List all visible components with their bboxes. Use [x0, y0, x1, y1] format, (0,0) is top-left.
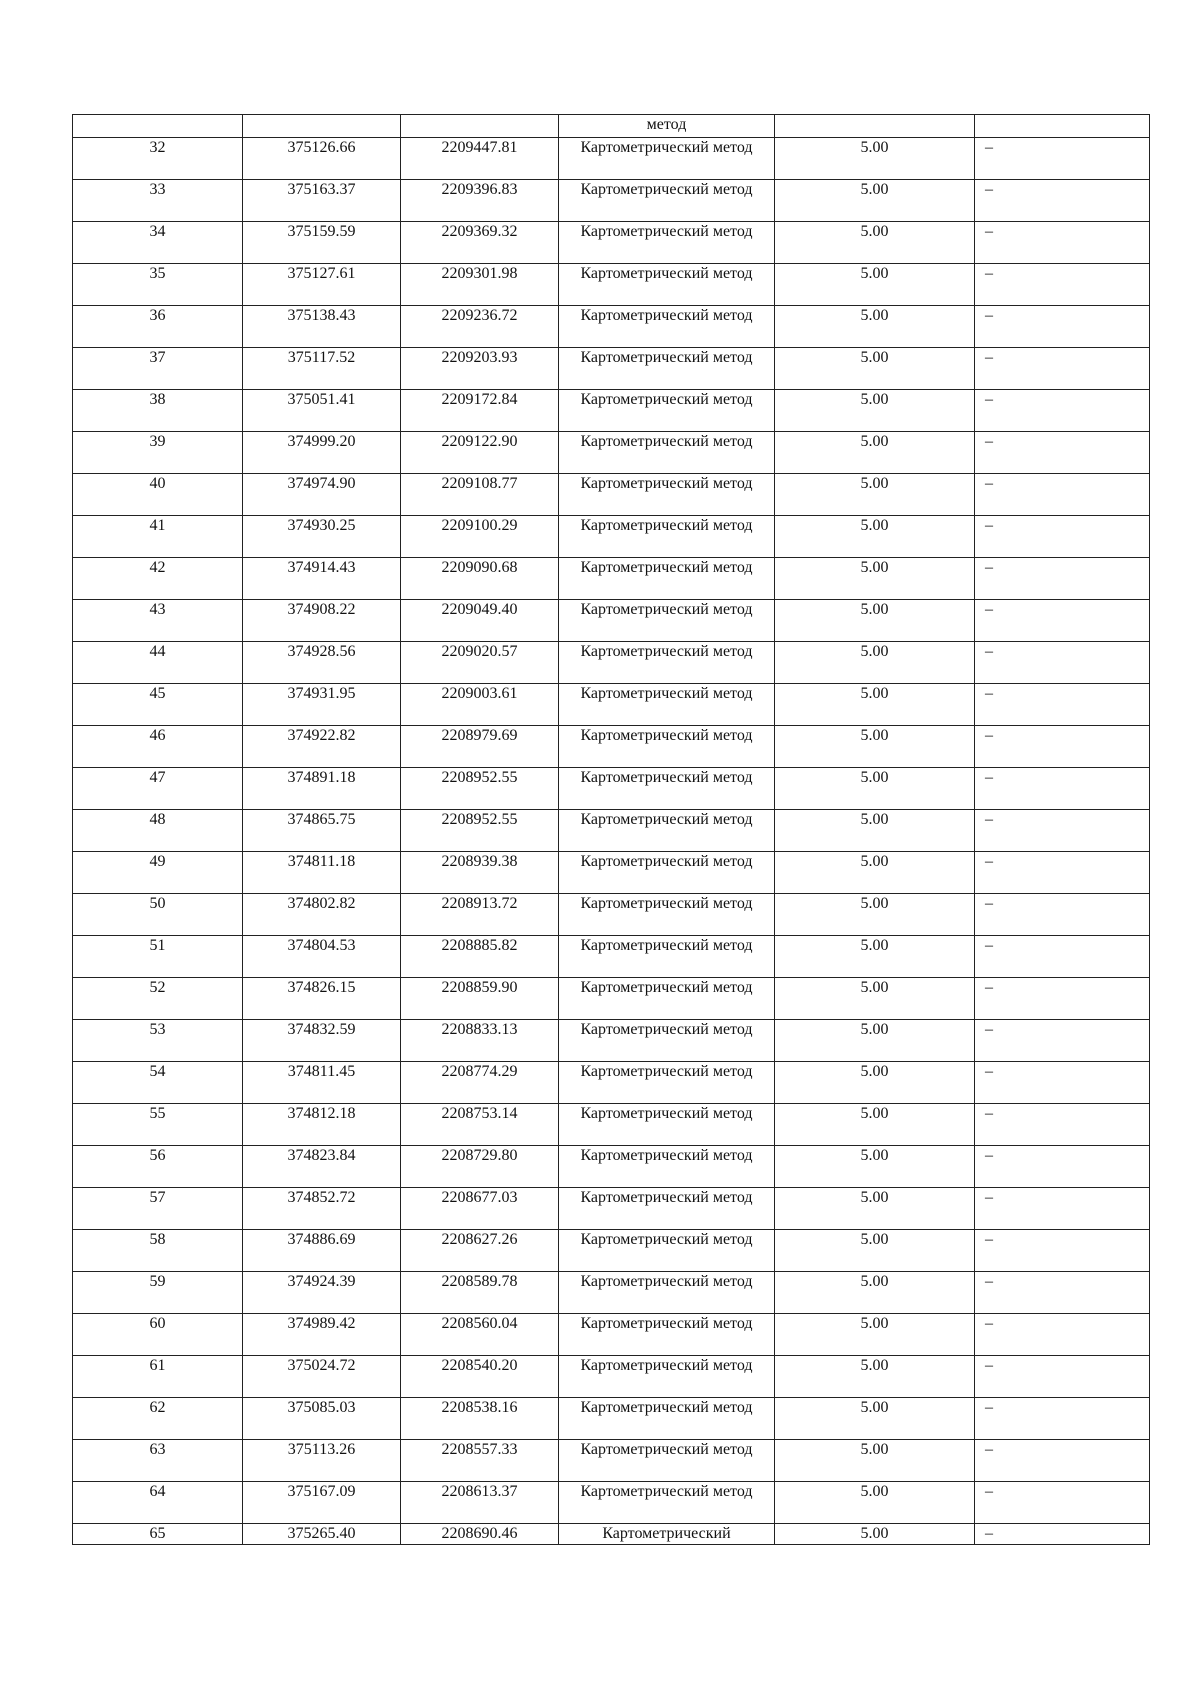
- cell-method: Картометрический: [559, 1524, 775, 1545]
- cell-point-number: 54: [73, 1062, 243, 1104]
- cell-y: 2209122.90: [401, 432, 559, 474]
- cell-accuracy: 5.00: [775, 306, 975, 348]
- cell-note: –: [975, 810, 1150, 852]
- cell-note: –: [975, 1020, 1150, 1062]
- cell-accuracy: 5.00: [775, 558, 975, 600]
- cell-y: 2209369.32: [401, 222, 559, 264]
- cell-method: Картометрический метод: [559, 264, 775, 306]
- cell-method: Картометрический метод: [559, 1440, 775, 1482]
- cell-point-number: 60: [73, 1314, 243, 1356]
- cell-accuracy: 5.00: [775, 474, 975, 516]
- cell-x: 375127.61: [243, 264, 401, 306]
- cell-y: 2209301.98: [401, 264, 559, 306]
- cell-x: 375167.09: [243, 1482, 401, 1524]
- cell-x: 374811.45: [243, 1062, 401, 1104]
- cell-method: Картометрический метод: [559, 600, 775, 642]
- cell-note: –: [975, 1398, 1150, 1440]
- cell-y: 2208833.13: [401, 1020, 559, 1062]
- cell-point-number: 62: [73, 1398, 243, 1440]
- cell-y: 2209203.93: [401, 348, 559, 390]
- cell-point-number: 58: [73, 1230, 243, 1272]
- cell-y: 2208885.82: [401, 936, 559, 978]
- cell-x: 374930.25: [243, 516, 401, 558]
- cell-x: 374886.69: [243, 1230, 401, 1272]
- cell-accuracy: 5.00: [775, 1440, 975, 1482]
- cell-method: Картометрический метод: [559, 1230, 775, 1272]
- cell-accuracy: 5.00: [775, 894, 975, 936]
- cell-accuracy: 5.00: [775, 1356, 975, 1398]
- cell-y: 2208677.03: [401, 1188, 559, 1230]
- cell-point-number: 65: [73, 1524, 243, 1545]
- cell-x: 375024.72: [243, 1356, 401, 1398]
- cell-y: 2208627.26: [401, 1230, 559, 1272]
- cell-note: –: [975, 894, 1150, 936]
- cell-accuracy: 5.00: [775, 936, 975, 978]
- table-row: [73, 1062, 1150, 1104]
- coordinates-table-body: [73, 115, 1150, 1545]
- cell-note: –: [975, 1104, 1150, 1146]
- cell-point-number: 41: [73, 516, 243, 558]
- cell-y: 2209172.84: [401, 390, 559, 432]
- cell-method: Картометрический метод: [559, 1398, 775, 1440]
- cell-y: 2209090.68: [401, 558, 559, 600]
- cell-y: 2209020.57: [401, 642, 559, 684]
- cell-method: Картометрический метод: [559, 894, 775, 936]
- table-row: [73, 1524, 1150, 1545]
- cell-note: –: [975, 390, 1150, 432]
- cell-point-number: 51: [73, 936, 243, 978]
- cell-y: 2208729.80: [401, 1146, 559, 1188]
- cell-point-number: 39: [73, 432, 243, 474]
- cell-note: –: [975, 1314, 1150, 1356]
- cell-point-number: 33: [73, 180, 243, 222]
- cell-x: 374802.82: [243, 894, 401, 936]
- cell-note: –: [975, 726, 1150, 768]
- cell-point-number: 52: [73, 978, 243, 1020]
- cell-accuracy: 5.00: [775, 222, 975, 264]
- cell-note: –: [975, 1230, 1150, 1272]
- cell-method: Картометрический метод: [559, 474, 775, 516]
- table-row: [73, 600, 1150, 642]
- table-row: [73, 1440, 1150, 1482]
- cell-accuracy: 5.00: [775, 390, 975, 432]
- cell-method: Картометрический метод: [559, 768, 775, 810]
- cell-method: Картометрический метод: [559, 432, 775, 474]
- cell-x: 375051.41: [243, 390, 401, 432]
- cell-accuracy: 5.00: [775, 642, 975, 684]
- cell-accuracy: 5.00: [775, 1020, 975, 1062]
- cell-x: 374823.84: [243, 1146, 401, 1188]
- cell-accuracy: 5.00: [775, 264, 975, 306]
- cell-y: 2208540.20: [401, 1356, 559, 1398]
- cell-point-number: 32: [73, 138, 243, 180]
- cell-method: Картометрический метод: [559, 1146, 775, 1188]
- cell-point-number: 34: [73, 222, 243, 264]
- table-row: [73, 1272, 1150, 1314]
- cell-accuracy: 5.00: [775, 1482, 975, 1524]
- cell-note: –: [975, 642, 1150, 684]
- cell-method: Картометрический метод: [559, 1020, 775, 1062]
- cell-note: –: [975, 558, 1150, 600]
- cell-accuracy: 5.00: [775, 810, 975, 852]
- cell-x: 375163.37: [243, 180, 401, 222]
- table-row: [73, 348, 1150, 390]
- cell-accuracy: 5.00: [775, 138, 975, 180]
- cell-accuracy: 5.00: [775, 1314, 975, 1356]
- cell-x: 374852.72: [243, 1188, 401, 1230]
- cell-method: Картометрический метод: [559, 222, 775, 264]
- cell-accuracy: 5.00: [775, 1230, 975, 1272]
- cell-x: 375138.43: [243, 306, 401, 348]
- cell-point-number: 57: [73, 1188, 243, 1230]
- table-row: [73, 138, 1150, 180]
- table-row: [73, 1146, 1150, 1188]
- cell-note: –: [975, 600, 1150, 642]
- cell-y: 2208939.38: [401, 852, 559, 894]
- cell-method: Картометрический метод: [559, 306, 775, 348]
- cell-note: –: [975, 180, 1150, 222]
- table-row: [73, 894, 1150, 936]
- cell-accuracy: 5.00: [775, 1272, 975, 1314]
- cell-method: Картометрический метод: [559, 978, 775, 1020]
- cell-x: 374832.59: [243, 1020, 401, 1062]
- cell-y: 2209003.61: [401, 684, 559, 726]
- continuation-row: [73, 115, 1150, 138]
- table-row: [73, 642, 1150, 684]
- table-row: [73, 1356, 1150, 1398]
- cell-y: 2208589.78: [401, 1272, 559, 1314]
- table-row: [73, 474, 1150, 516]
- cell-point-number: 61: [73, 1356, 243, 1398]
- cell-method: Картометрический метод: [559, 810, 775, 852]
- cell-note: –: [975, 138, 1150, 180]
- cell-point-number: 49: [73, 852, 243, 894]
- cell-point-number: 63: [73, 1440, 243, 1482]
- cell-note: –: [975, 348, 1150, 390]
- cell-method: Картометрический метод: [559, 684, 775, 726]
- cell-note: –: [975, 1482, 1150, 1524]
- cell-note: –: [975, 1440, 1150, 1482]
- cell-point-number: 43: [73, 600, 243, 642]
- cell-y: 2209049.40: [401, 600, 559, 642]
- cell-x: 374811.18: [243, 852, 401, 894]
- cell-method: Картометрический метод: [559, 1482, 775, 1524]
- cell-note: –: [975, 936, 1150, 978]
- cell-note: –: [975, 474, 1150, 516]
- cell-y: 2208557.33: [401, 1440, 559, 1482]
- cell-method: Картометрический метод: [559, 516, 775, 558]
- cell-y: [401, 115, 559, 138]
- cell-x: 374999.20: [243, 432, 401, 474]
- cell-method: Картометрический метод: [559, 138, 775, 180]
- cell-y: 2208613.37: [401, 1482, 559, 1524]
- cell-y: 2208952.55: [401, 810, 559, 852]
- cell-accuracy: 5.00: [775, 1398, 975, 1440]
- cell-point-number: 42: [73, 558, 243, 600]
- cell-accuracy: 5.00: [775, 1524, 975, 1545]
- cell-note: –: [975, 1188, 1150, 1230]
- cell-y: 2209396.83: [401, 180, 559, 222]
- cell-note: –: [975, 264, 1150, 306]
- cell-accuracy: 5.00: [775, 684, 975, 726]
- cell-method: Картометрический метод: [559, 348, 775, 390]
- cell-point-number: 47: [73, 768, 243, 810]
- table-row: [73, 558, 1150, 600]
- cell-note: –: [975, 1524, 1150, 1545]
- cell-note: –: [975, 516, 1150, 558]
- cell-point-number: 55: [73, 1104, 243, 1146]
- cell-x: 375117.52: [243, 348, 401, 390]
- cell-point-number: 56: [73, 1146, 243, 1188]
- cell-y: 2209100.29: [401, 516, 559, 558]
- cell-note: –: [975, 1146, 1150, 1188]
- cell-y: 2208913.72: [401, 894, 559, 936]
- cell-note: –: [975, 306, 1150, 348]
- cell-method: Картометрический метод: [559, 726, 775, 768]
- table-row: [73, 180, 1150, 222]
- table-row: [73, 852, 1150, 894]
- cell-y: 2208952.55: [401, 768, 559, 810]
- table-row: [73, 516, 1150, 558]
- cell-note: –: [975, 222, 1150, 264]
- cell-method: Картометрический метод: [559, 936, 775, 978]
- cell-accuracy: 5.00: [775, 768, 975, 810]
- cell-x: 374924.39: [243, 1272, 401, 1314]
- cell-y: 2208753.14: [401, 1104, 559, 1146]
- cell-x: 375159.59: [243, 222, 401, 264]
- cell-y: 2209108.77: [401, 474, 559, 516]
- table-row: [73, 1104, 1150, 1146]
- table-row: [73, 936, 1150, 978]
- cell-note: –: [975, 1272, 1150, 1314]
- cell-accuracy: 5.00: [775, 1104, 975, 1146]
- cell-note: –: [975, 768, 1150, 810]
- cell-accuracy: 5.00: [775, 1062, 975, 1104]
- cell-note: –: [975, 432, 1150, 474]
- table-row: [73, 306, 1150, 348]
- cell-y: 2209447.81: [401, 138, 559, 180]
- table-row: [73, 810, 1150, 852]
- cell-y: 2208690.46: [401, 1524, 559, 1545]
- coordinates-table: [72, 114, 1150, 1545]
- cell-x: 375265.40: [243, 1524, 401, 1545]
- cell-y: 2208859.90: [401, 978, 559, 1020]
- cell-x: 374974.90: [243, 474, 401, 516]
- cell-y: 2208979.69: [401, 726, 559, 768]
- table-row: [73, 264, 1150, 306]
- cell-x: 375113.26: [243, 1440, 401, 1482]
- table-row: [73, 1020, 1150, 1062]
- cell-x: 374891.18: [243, 768, 401, 810]
- cell-point-number: 36: [73, 306, 243, 348]
- cell-note: [975, 115, 1150, 138]
- cell-point-number: 38: [73, 390, 243, 432]
- cell-y: 2208538.16: [401, 1398, 559, 1440]
- cell-y: 2208560.04: [401, 1314, 559, 1356]
- table-row: [73, 1188, 1150, 1230]
- table-row: [73, 1482, 1150, 1524]
- cell-x: 374908.22: [243, 600, 401, 642]
- cell-accuracy: 5.00: [775, 432, 975, 474]
- cell-note: –: [975, 684, 1150, 726]
- table-row: [73, 978, 1150, 1020]
- cell-x: 374928.56: [243, 642, 401, 684]
- cell-accuracy: 5.00: [775, 1146, 975, 1188]
- cell-x: 374922.82: [243, 726, 401, 768]
- cell-accuracy: 5.00: [775, 180, 975, 222]
- cell-method: Картометрический метод: [559, 1062, 775, 1104]
- table-row: [73, 1230, 1150, 1272]
- cell-x: 375085.03: [243, 1398, 401, 1440]
- table-row: [73, 768, 1150, 810]
- cell-method: Картометрический метод: [559, 558, 775, 600]
- cell-x: 374931.95: [243, 684, 401, 726]
- cell-point-number: 37: [73, 348, 243, 390]
- cell-x: 374914.43: [243, 558, 401, 600]
- cell-x: 374804.53: [243, 936, 401, 978]
- cell-method: Картометрический метод: [559, 390, 775, 432]
- table-row: [73, 1314, 1150, 1356]
- cell-method: Картометрический метод: [559, 180, 775, 222]
- cell-accuracy: 5.00: [775, 852, 975, 894]
- cell-y: 2208774.29: [401, 1062, 559, 1104]
- cell-note: –: [975, 852, 1150, 894]
- cell-accuracy: 5.00: [775, 1188, 975, 1230]
- cell-y: 2209236.72: [401, 306, 559, 348]
- cell-note: –: [975, 978, 1150, 1020]
- table-row: [73, 684, 1150, 726]
- cell-accuracy: 5.00: [775, 348, 975, 390]
- cell-point-number: 53: [73, 1020, 243, 1062]
- cell-x: [243, 115, 401, 138]
- cell-method: Картометрический метод: [559, 642, 775, 684]
- cell-method: Картометрический метод: [559, 1272, 775, 1314]
- cell-point-number: 44: [73, 642, 243, 684]
- cell-point-number: 35: [73, 264, 243, 306]
- cell-note: –: [975, 1356, 1150, 1398]
- cell-accuracy: 5.00: [775, 726, 975, 768]
- cell-method: Картометрический метод: [559, 1356, 775, 1398]
- cell-accuracy: 5.00: [775, 516, 975, 558]
- table-row: [73, 390, 1150, 432]
- table-row: [73, 1398, 1150, 1440]
- cell-point-number: 40: [73, 474, 243, 516]
- cell-method: Картометрический метод: [559, 1314, 775, 1356]
- cell-x: 374989.42: [243, 1314, 401, 1356]
- cell-x: 374865.75: [243, 810, 401, 852]
- cell-note: –: [975, 1062, 1150, 1104]
- table-row: [73, 432, 1150, 474]
- cell-point-number: 64: [73, 1482, 243, 1524]
- cell-method: метод: [559, 115, 775, 138]
- cell-method: Картометрический метод: [559, 1188, 775, 1230]
- cell-accuracy: 5.00: [775, 600, 975, 642]
- cell-point-number: [73, 115, 243, 138]
- table-row: [73, 726, 1150, 768]
- cell-accuracy: [775, 115, 975, 138]
- cell-x: 374826.15: [243, 978, 401, 1020]
- cell-point-number: 46: [73, 726, 243, 768]
- cell-x: 375126.66: [243, 138, 401, 180]
- cell-x: 374812.18: [243, 1104, 401, 1146]
- cell-point-number: 50: [73, 894, 243, 936]
- cell-point-number: 59: [73, 1272, 243, 1314]
- table-row: [73, 222, 1150, 264]
- cell-point-number: 48: [73, 810, 243, 852]
- cell-point-number: 45: [73, 684, 243, 726]
- cell-method: Картометрический метод: [559, 1104, 775, 1146]
- cell-accuracy: 5.00: [775, 978, 975, 1020]
- cell-method: Картометрический метод: [559, 852, 775, 894]
